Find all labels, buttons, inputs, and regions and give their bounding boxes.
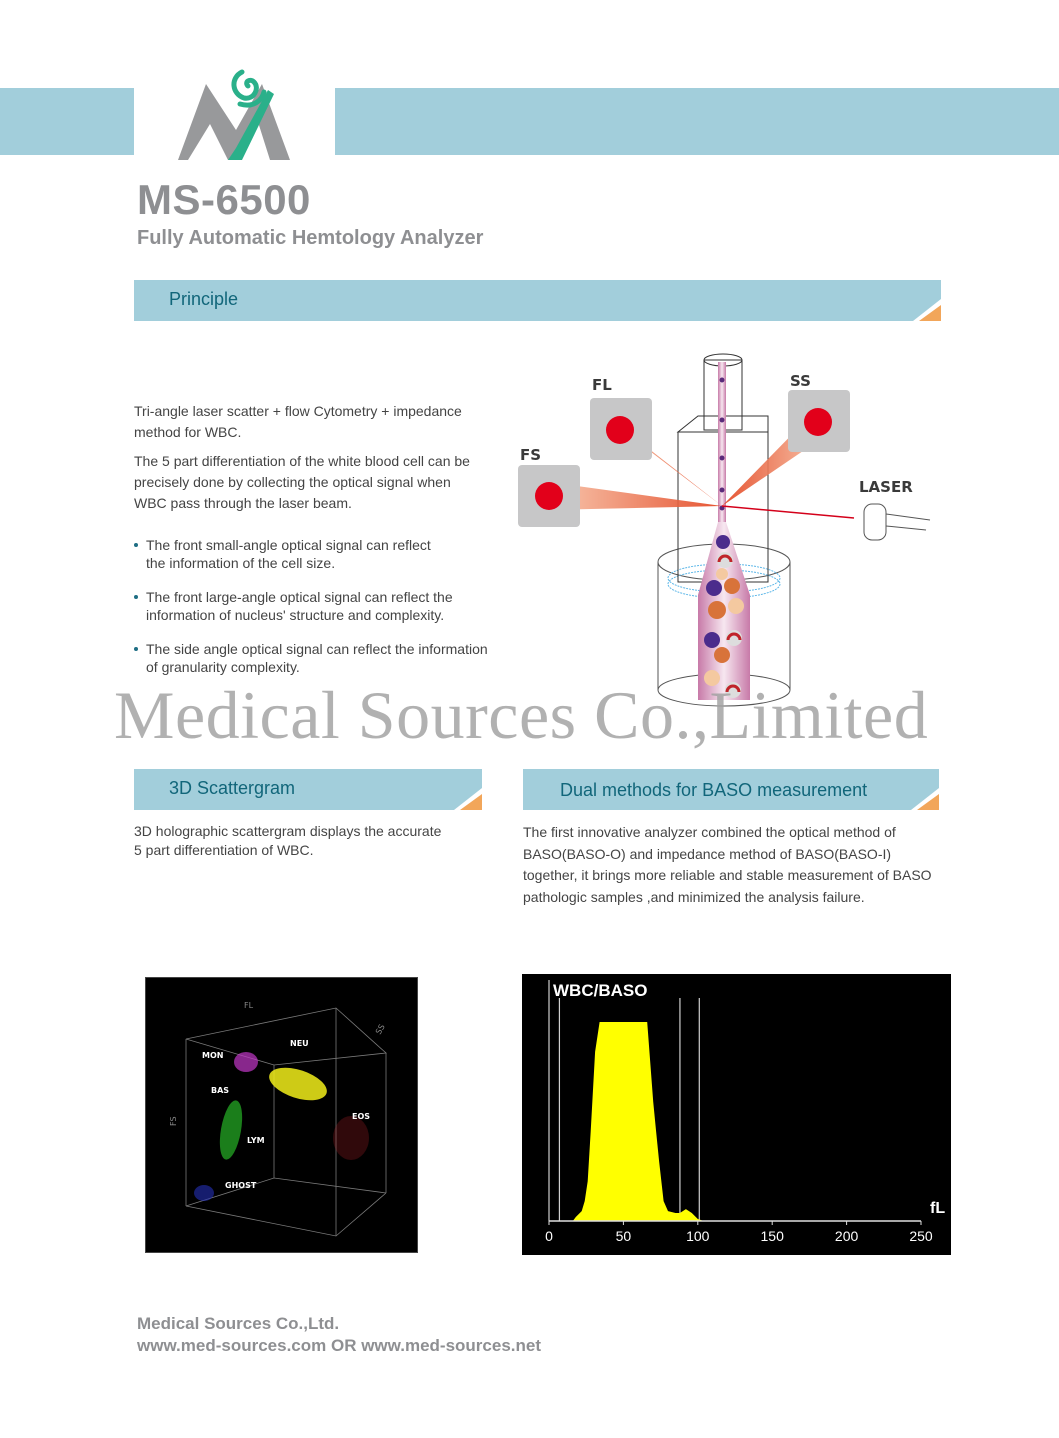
svg-text:SS: SS: [373, 1022, 387, 1036]
baso-title: Dual methods for BASO measurement: [560, 780, 868, 800]
ss-label: SS: [790, 372, 811, 390]
ms-logo-icon: [170, 64, 300, 164]
svg-text:FL: FL: [244, 1001, 254, 1010]
cluster-label-eos: EOS: [352, 1112, 371, 1121]
principle-section-header: [134, 280, 941, 321]
fs-label: FS: [520, 446, 542, 464]
fl-label: FL: [592, 376, 612, 394]
svg-text:200: 200: [834, 1228, 859, 1244]
svg-text:100: 100: [686, 1228, 710, 1244]
footer-urls[interactable]: www.med-sources.com OR www.med-sources.net: [137, 1336, 542, 1355]
laser-label: LASER: [859, 478, 913, 496]
header-band-right: [335, 88, 1059, 155]
principle-text: [134, 401, 504, 692]
cluster-label-ghost: GHOST: [225, 1181, 257, 1190]
cluster-label-neu: NEU: [290, 1039, 309, 1048]
scattergram-description: 3D holographic scattergram displays the accurate 5 part differentiation of WBC.: [134, 823, 442, 858]
svg-text:250: 250: [909, 1228, 933, 1244]
bullet-item: The front small-angle optical signal can reflect the information of the cell size.: [134, 536, 504, 572]
scattergram-section-header: [134, 769, 482, 810]
histogram-unit-label: fL: [930, 1200, 946, 1217]
bullet-item: The side angle optical signal can reflect the information of granularity complexity.: [134, 640, 504, 676]
laser-device-icon: [864, 504, 930, 540]
principle-intro: Tri-angle laser scatter + flow Cytometry + impedance method for WBC.: [134, 403, 462, 440]
svg-text:FS: FS: [169, 1116, 178, 1126]
corner-triangle-icon: [448, 788, 482, 810]
watermark: Medical Sources Co.,Limited: [114, 677, 929, 753]
header-band-left: [0, 88, 134, 155]
principle-bullets: [134, 536, 504, 676]
corner-triangle-icon: [907, 299, 941, 321]
wbc-baso-histogram: [522, 974, 951, 1255]
principle-detail: The 5 part differentiation of the white blood cell can be precisely done by collecting the optical signal when WBC pass through the laser beam.: [134, 453, 470, 511]
cluster-label-bas: BAS: [211, 1086, 230, 1095]
corner-triangle-icon: [905, 788, 939, 810]
bullet-item: The front large-angle optical signal can reflect the information of nucleus' structure and complexity.: [134, 588, 504, 624]
histogram-title: WBC/BASO: [553, 981, 648, 1000]
svg-text:0: 0: [545, 1228, 553, 1244]
flow-cytometry-diagram: [512, 350, 952, 710]
baso-description: The first innovative analyzer combined the optical method of BASO(BASO-O) and impedance method of BASO(BASO-I) together, it brings more reliable and stable measurement of BASO pathologic samples ,and minimized the analysis failure.: [523, 824, 932, 905]
model-name: MS-6500: [137, 176, 311, 223]
footer-company: Medical Sources Co.,Ltd.: [137, 1314, 340, 1333]
cluster-label-lym: LYM: [247, 1136, 265, 1145]
3d-scattergram-chart: [145, 977, 418, 1253]
svg-text:50: 50: [615, 1228, 632, 1244]
svg-text:150: 150: [760, 1228, 784, 1244]
cluster-label-mon: MON: [202, 1051, 224, 1060]
product-subtitle: Fully Automatic Hemtology Analyzer: [137, 227, 484, 249]
baso-section-header: [523, 769, 939, 810]
scattergram-title: 3D Scattergram: [169, 778, 296, 798]
principle-title: Principle: [169, 289, 239, 309]
